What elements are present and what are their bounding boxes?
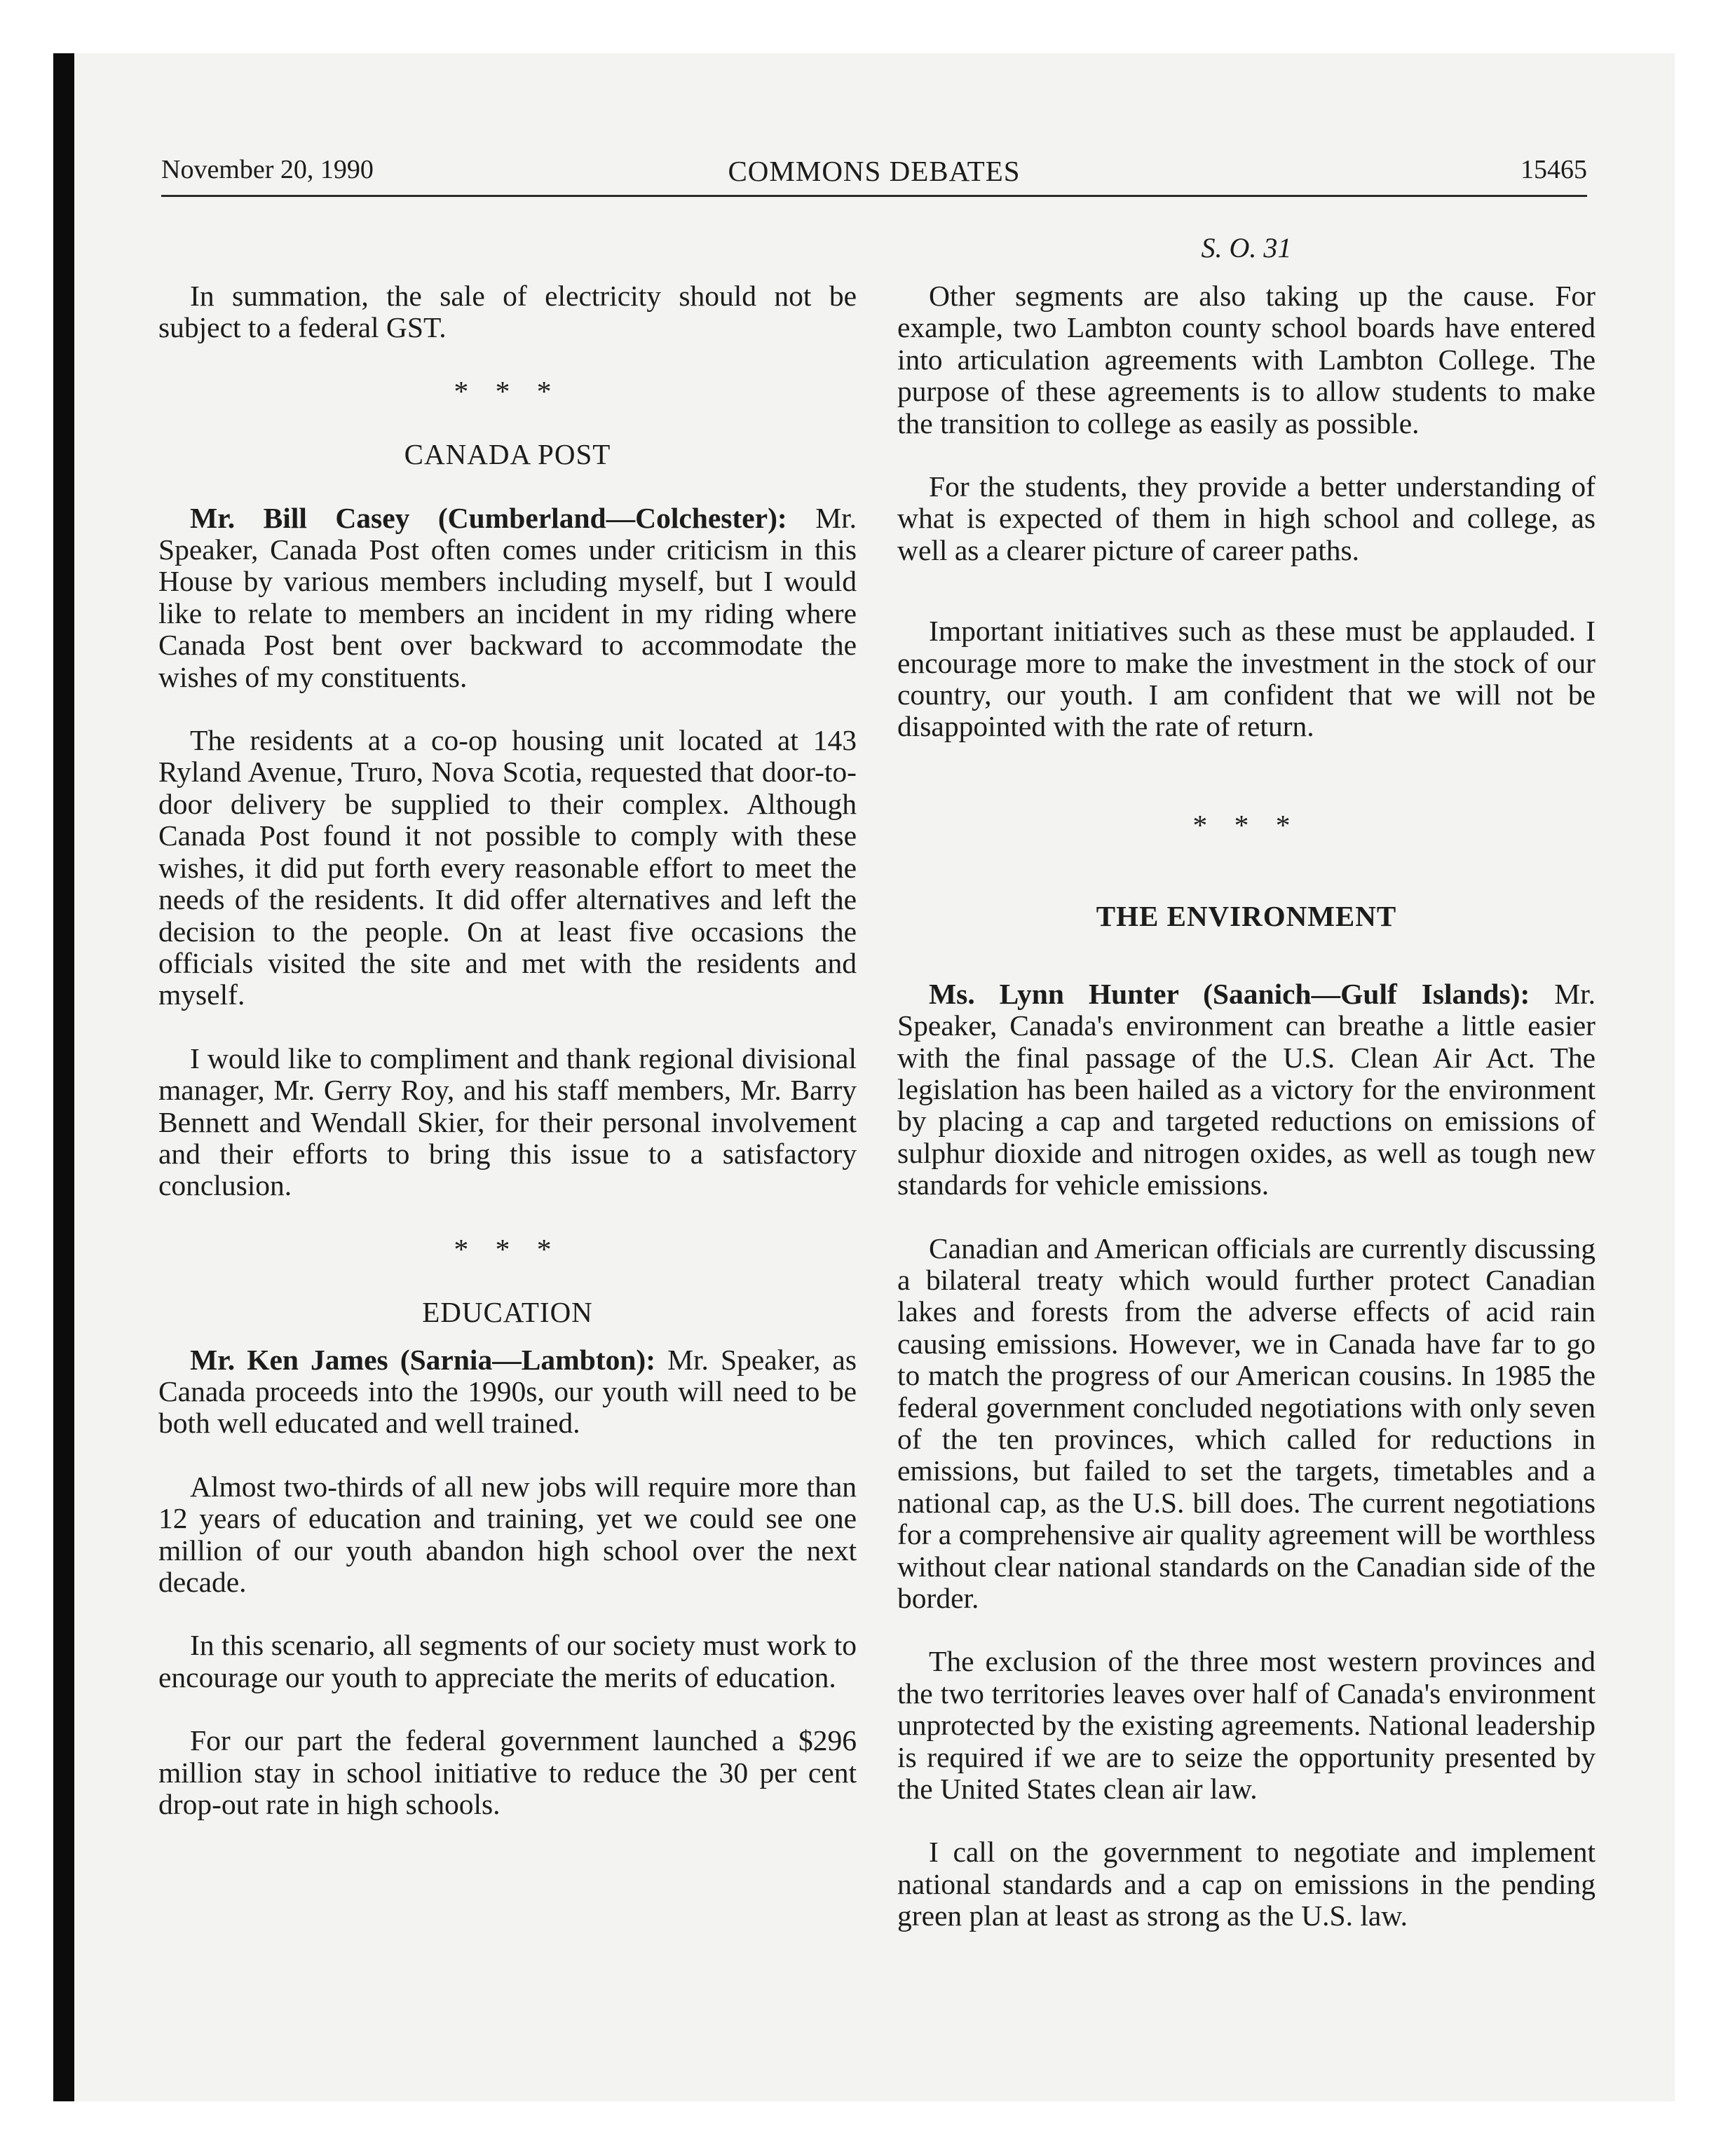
paragraph <box>158 503 857 693</box>
right-column <box>897 280 1595 1932</box>
paragraph: The exclusion of the three most western provinces and the two territories leaves over half of Canada's environment unprotected by the existing agreements. National leadership is required if we are to seize the opportunity presented by the United States clean air law. <box>897 1645 1595 1806</box>
paragraph: Other segments are also taking up the cause. For example, two Lambton county school boards have entered into articulation agreements with Lambton College. The purpose of these agreements is to allow students to make the transition to college as easily as possible. <box>897 280 1595 439</box>
section-separator: * * * <box>454 1232 562 1265</box>
section-heading-environment: THE ENVIRONMENT <box>1096 900 1397 933</box>
left-column <box>158 280 857 1820</box>
speech-text: Mr. Speaker, Canada Post often comes under criticism in this House by various members including myself, but I would like to relate to members an incident in my riding where Canada Post bent over backward to accommodate the wishes of my constituents. <box>158 501 857 693</box>
page-header <box>161 149 1587 191</box>
paragraph <box>897 978 1595 1201</box>
speech-text: Mr. Speaker, as Canada proceeds into the 1990s, our youth will need to be both well educated and well trained. <box>158 1343 857 1440</box>
paragraph: Canadian and American officials are currently discussing a bilateral treaty which would further protect Canadian lakes and forests from the adverse effects of acid rain causing emissions. However, we in Canada have far to go to match the progress of our American cousins. In 1985 the federal government concluded negotiations with only seven of the ten provinces, which called for reductions in emissions, but failed to set the targets, timetables and a national cap, as the U.S. bill does. The current negotiations for a comprehensive air quality agreement will be worthless without clear national standards on the Canadian side of the border. <box>897 1231 1595 1614</box>
page-number: 15465 <box>1520 155 1587 184</box>
section-heading-education: EDUCATION <box>422 1296 593 1329</box>
paragraph: I call on the government to negotiate and implement national standards and a cap on emissions in the pending green plan at least as strong as the U.S. law. <box>897 1836 1595 1932</box>
header-date: November 20, 1990 <box>161 155 374 184</box>
binding-edge <box>53 53 74 2101</box>
section-heading-canada-post: CANADA POST <box>404 438 611 471</box>
paragraph: Almost two-thirds of all new jobs will require more than 12 years of education and training, yet we could see one million of our youth abandon high school over the next decade. <box>158 1470 857 1598</box>
speaker-name: Mr. Ken James (Sarnia—Lambton): <box>190 1343 656 1376</box>
section-separator: * * * <box>1192 808 1300 841</box>
header-rule <box>161 195 1587 197</box>
speech-text: Mr. Speaker, Canada's environment can breathe a little easier with the final passage of the U.S. Clean Air Act. The legislation has been hailed as a victory for the environment by placing a cap and targeted reductions on emissions of sulphur dioxide and nitrogen oxides, as well as tough new standards for vehicle emissions. <box>897 977 1595 1201</box>
speaker-name: Ms. Lynn Hunter (Saanich—Gulf Islands): <box>929 977 1530 1010</box>
paragraph: For the students, they provide a better understanding of what is expected of them in high school and college, as well as a clearer picture of career paths. <box>897 470 1595 566</box>
paragraph: In this scenario, all segments of our society must work to encourage our youth to appreciate the merits of education. <box>158 1629 857 1693</box>
header-title: COMMONS DEBATES <box>728 155 1021 187</box>
paragraph: Important initiatives such as these must be applauded. I encourage more to make the investment in the stock of our country, our youth. I am confident that we will not be disappointed with the rate of return. <box>897 615 1595 743</box>
standing-order-label: S. O. 31 <box>1201 232 1292 264</box>
paragraph: For our part the federal government launched a $296 million stay in school initiative to reduce the 30 per cent drop-out rate in high schools. <box>158 1724 857 1821</box>
paragraph: The residents at a co-op housing unit located at 143 Ryland Avenue, Truro, Nova Scotia, requested that door-to-door delivery be supplied to their complex. Although Canada Post found it not possible to comply with these wishes, it did put forth every reasonable effort to meet the needs of the residents. It did offer alternatives and left the decision to the people. On at least five occasions the officials visited the site and met with the residents and myself. <box>158 724 857 1011</box>
paragraph <box>158 1344 857 1440</box>
paragraph: I would like to compliment and thank regional divisional manager, Mr. Gerry Roy, and his staff members, Mr. Barry Bennett and Wendall Skier, for their personal involvement and their efforts to bring this issue to a satisfactory conclusion. <box>158 1042 857 1202</box>
speaker-name: Mr. Bill Casey (Cumberland—Colchester): <box>190 501 787 534</box>
section-separator: * * * <box>454 374 562 407</box>
paragraph: In summation, the sale of electricity should not be subject to a federal GST. <box>158 280 857 344</box>
